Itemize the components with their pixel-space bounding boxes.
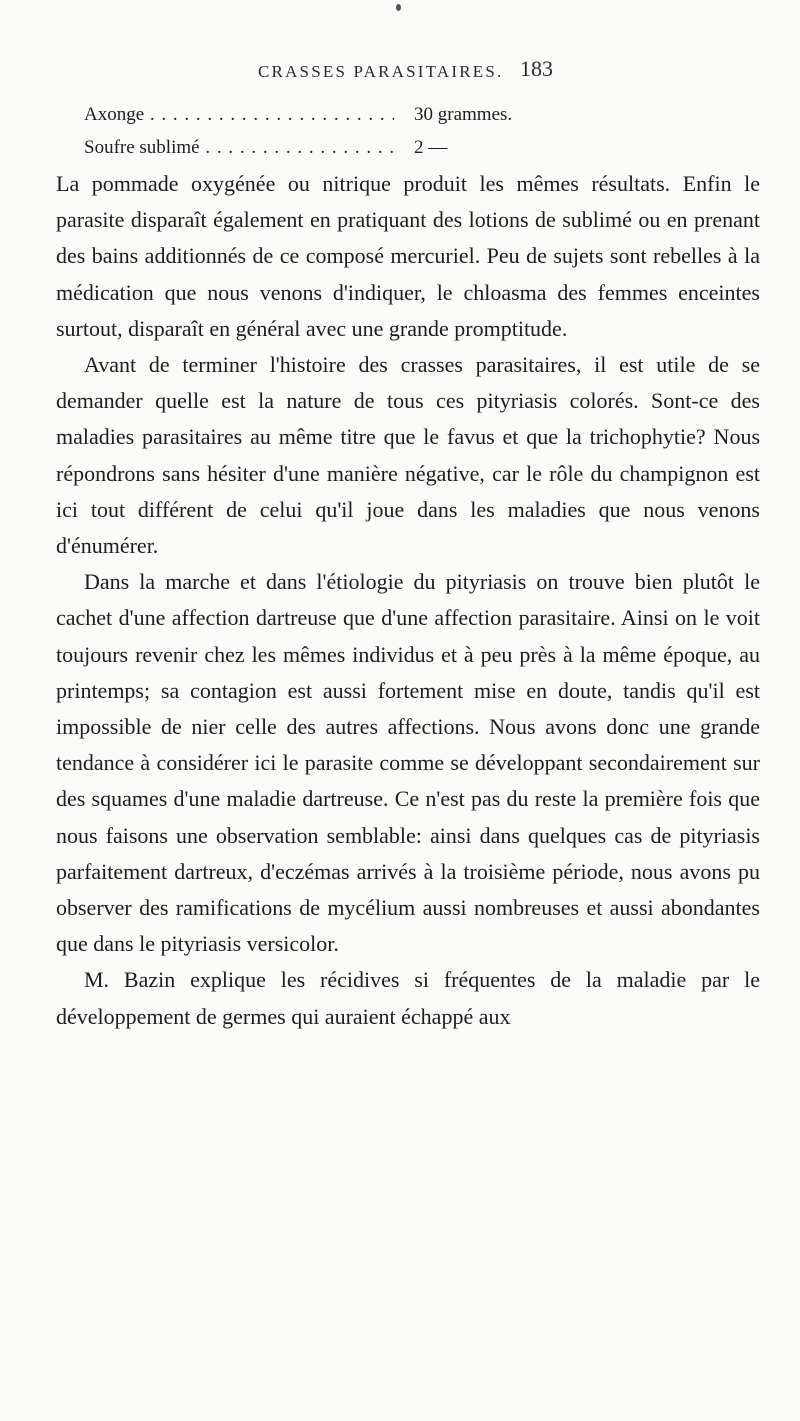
body-text — [56, 166, 760, 1035]
recipe-row — [84, 98, 724, 131]
ingredient-quantity: 30 grammes. — [414, 104, 513, 125]
paragraph: Avant de terminer l'histoire des crasses parasitaires, il est utile de se demander quelle est la nature de tous ces pityriasis colorés. Sont-ce des maladies parasitaires au même titre que le favus et que la trichophytie? Nous répondrons sans hésiter d'une manière négative, car le rôle du champignon est ici tout différent de celui qu'il joue dans les maladies que nous venons d'énumérer. — [56, 352, 760, 559]
ingredient-name: Axonge . . . — [84, 98, 394, 131]
recipe-row — [84, 131, 724, 164]
ink-spot — [396, 4, 401, 11]
ingredient-name: Soufre sublimé . . . — [84, 131, 394, 164]
recipe-list — [84, 98, 724, 164]
running-title: CRASSES PARASITAIRES. — [258, 62, 504, 81]
paragraph: Dans la marche et dans l'étiologie du pityriasis on trouve bien plutôt le cachet d'une affection dartreuse que d'une affection parasitaire. Ainsi on le voit toujours revenir chez les mêmes individus et à peu près à la même époque, au printemps; sa contagion est aussi fortement mise en doute, tandis qu'il est impossible de nier celle des autres affections. Nous avons donc une grande tendance à considérer ici le parasite comme se développant secondairement sur des squames d'une maladie dartreuse. Ce n'est pas du reste la première fois que nous faisons une observation semblable: ainsi dans quelques cas de pityriasis parfaitement dartreux, d'eczémas arrivés à la troisième période, nous avons pu observer des ramifications de mycélium aussi nombreuses et aussi abondantes que dans le pityriasis versicolor. — [56, 569, 760, 957]
ingredient-quantity: 2 — — [414, 137, 448, 158]
paragraph: M. Bazin explique les récidives si fréquentes de la maladie par le développement de germes qui auraient échappé aux — [56, 967, 760, 1029]
paragraph: La pommade oxygénée ou nitrique produit les mêmes résultats. Enfin le parasite disparaît également en pratiquant des lotions de sublimé ou en prenant des bains additionnés de ce composé mercuriel. Peu de sujets sont rebelles à la médication que nous venons d'indiquer, le chloasma des femmes enceintes surtout, disparaît en général avec une grande promptitude. — [56, 171, 760, 341]
page-number: 183 — [520, 56, 553, 81]
page-header — [0, 56, 800, 96]
